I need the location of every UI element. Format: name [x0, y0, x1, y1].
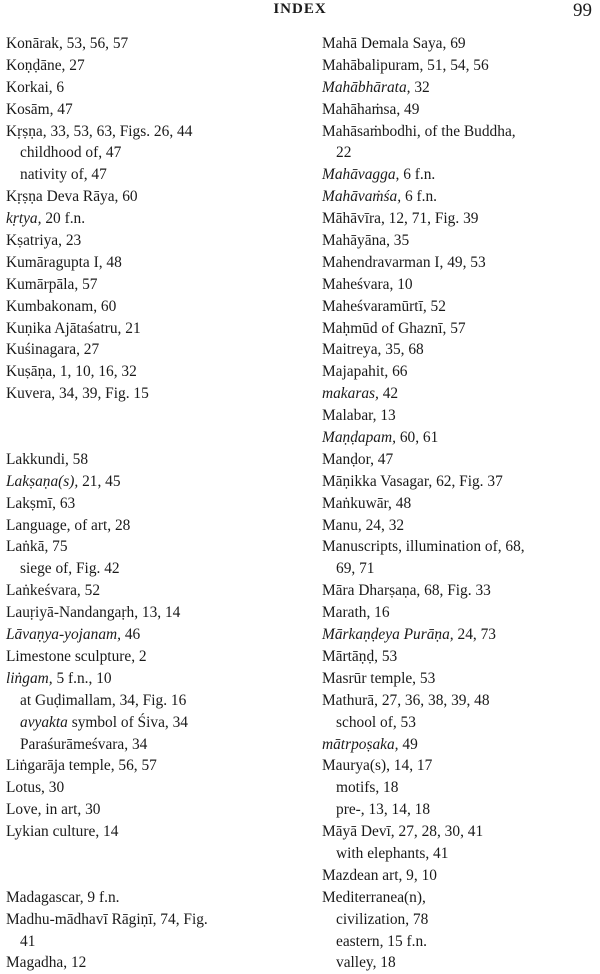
- index-entry-term: civilization, 78: [336, 910, 429, 928]
- index-subentry: [322, 558, 594, 580]
- index-entry: [6, 318, 298, 340]
- index-entry: [6, 624, 298, 646]
- index-entry-term: Madhu-mādhavī Rāgiṇī, 74, Fig.: [6, 910, 208, 928]
- index-entry: [6, 646, 298, 668]
- index-subentry: [322, 142, 594, 164]
- index-entry-term: Mahābalipuram, 51, 54, 56: [322, 56, 489, 74]
- index-subentry: [322, 712, 594, 734]
- index-entry-term: 69, 71: [336, 560, 375, 578]
- index-entry-term: makaras,: [322, 385, 379, 403]
- index-entry: [322, 405, 594, 427]
- index-subentry: [322, 843, 594, 865]
- index-entry: [6, 799, 298, 821]
- index-entry-term: Maḥmūd of Ghaznī, 57: [322, 319, 466, 337]
- index-entry: [6, 449, 298, 471]
- index-entry-term: Kuṇika Ajātaśatru, 21: [6, 319, 141, 337]
- index-entry-refs: symbol of Śiva, 34: [67, 713, 188, 731]
- index-subentry: [322, 909, 594, 931]
- index-entry: [322, 230, 594, 252]
- index-entry-term: Mahendravarman I, 49, 53: [322, 253, 486, 271]
- index-entry-term: Mārtāṇḍ, 53: [322, 647, 398, 665]
- index-entry-term: Lotus, 30: [6, 779, 65, 797]
- index-entry: [6, 339, 298, 361]
- index-entry-term: Lakṣaṇa(s),: [6, 472, 79, 490]
- index-entry-term: Maheśvaramūrtī, 52: [322, 297, 446, 315]
- index-entry-term: Maurya(s), 14, 17: [322, 757, 433, 775]
- index-entry-term: Konārak, 53, 56, 57: [6, 35, 129, 52]
- index-subentry: [6, 142, 298, 164]
- index-entry: [6, 274, 298, 296]
- index-subentry: [322, 799, 594, 821]
- index-entry-term: Limestone sculpture, 2: [6, 647, 147, 665]
- index-entry: [322, 164, 594, 186]
- index-entry: [6, 536, 298, 558]
- index-entry-refs: 42: [378, 385, 399, 403]
- index-entry-term: Manu, 24, 32: [322, 516, 405, 534]
- index-subentry: [6, 690, 298, 712]
- index-entry-term: Mathurā, 27, 36, 38, 39, 48: [322, 691, 490, 709]
- index-entry-term: Madagascar, 9 f.n.: [6, 888, 120, 906]
- index-entry-term: Mahāyāna, 35: [322, 232, 410, 250]
- index-entry: [322, 318, 594, 340]
- index-subentry: [322, 777, 594, 799]
- index-entry-term: Kumāragupta I, 48: [6, 253, 122, 271]
- index-entry-refs: 46: [120, 626, 141, 644]
- index-entry-term: Māhāvīra, 12, 71, Fig. 39: [322, 210, 479, 228]
- index-entry: [6, 755, 298, 777]
- index-entry: [6, 230, 298, 252]
- index-entry-term: Manuscripts, illumination of, 68,: [322, 538, 525, 556]
- index-entry-term: Laṅkeśvara, 52: [6, 582, 101, 600]
- index-entry-term: Language, of art, 28: [6, 516, 131, 534]
- index-entry: [6, 252, 298, 274]
- index-entry-term: mātrpoṣaka,: [322, 735, 399, 753]
- index-entry: [322, 339, 594, 361]
- index-entry-term: Mārkaṇḍeya Purāṇa,: [322, 626, 454, 644]
- index-entry-term: Kosām, 47: [6, 100, 73, 118]
- index-entry: [6, 952, 298, 974]
- index-entry: [6, 602, 298, 624]
- index-section-gap: [6, 427, 298, 449]
- index-entry-term: 41: [20, 932, 36, 950]
- index-entry: [322, 427, 594, 449]
- index-entry: [6, 580, 298, 602]
- index-entry-term: Kuṣāṇa, 1, 10, 16, 32: [6, 363, 137, 381]
- index-entry-term: Lykian culture, 14: [6, 823, 119, 841]
- index-entry: [322, 296, 594, 318]
- index-entry: [322, 821, 594, 843]
- index-entry: [322, 449, 594, 471]
- page-title: INDEX: [273, 1, 327, 17]
- index-entry-term: Māra Dharṣaṇa, 68, Fig. 33: [322, 582, 491, 600]
- index-entry-term: Mahāsaṁbodhi, of the Buddha,: [322, 122, 516, 140]
- index-entry-term: Masrūr temple, 53: [322, 669, 436, 687]
- index-entry: [322, 361, 594, 383]
- index-entry: [6, 99, 298, 121]
- index-entry-term: valley, 18: [336, 954, 396, 972]
- index-entry-term: Liṅgarāja temple, 56, 57: [6, 757, 157, 775]
- index-entry-term: childhood of, 47: [20, 144, 122, 162]
- index-entry: [6, 471, 298, 493]
- index-entry: [6, 777, 298, 799]
- index-section-gap: [6, 405, 298, 427]
- index-entry: [6, 208, 298, 230]
- index-entry: [322, 515, 594, 537]
- index-entry: [6, 493, 298, 515]
- index-entry-term: Malabar, 13: [322, 407, 396, 425]
- index-entry: [322, 493, 594, 515]
- index-entry: [322, 471, 594, 493]
- index-entry-term: Kuśinagara, 27: [6, 341, 100, 359]
- index-entry-refs: 24, 73: [453, 626, 496, 644]
- index-entry-term: Kuvera, 34, 39, Fig. 15: [6, 385, 149, 403]
- index-entry: [6, 383, 298, 405]
- index-entry: [322, 887, 594, 909]
- index-entry-refs: 21, 45: [78, 472, 121, 490]
- index-entry-term: Kṛṣṇa, 33, 53, 63, Figs. 26, 44: [6, 122, 193, 140]
- index-entry-term: with elephants, 41: [336, 844, 449, 862]
- index-entry-term: avyakta: [20, 713, 68, 731]
- index-entry-refs: 32: [410, 78, 430, 96]
- index-entry-term: Paraśurāmeśvara, 34: [20, 735, 148, 753]
- index-entry: [322, 208, 594, 230]
- index-entry: [6, 668, 298, 690]
- index-entry-refs: 49: [398, 735, 418, 753]
- index-entry-refs: 20 f.n.: [41, 210, 86, 228]
- index-subentry: [6, 558, 298, 580]
- index-entry-refs: 60, 61: [395, 429, 439, 447]
- index-entry-term: Laṅkā, 75: [6, 538, 68, 556]
- index-entry-term: Mahāvagga,: [322, 166, 400, 184]
- index-entry-term: Lauṛiyā-Nandangaṛh, 13, 14: [6, 604, 181, 622]
- index-entry-term: Mediterranea(n),: [322, 888, 426, 906]
- index-entry-term: liṅgam,: [6, 669, 53, 687]
- index-entry-term: at Guḍimallam, 34, Fig. 16: [20, 691, 187, 709]
- index-entry-term: Majapahit, 66: [322, 363, 408, 381]
- page-number: 99: [573, 0, 592, 21]
- index-entry-term: Lakṣmī, 63: [6, 494, 76, 512]
- index-subentry: [322, 931, 594, 953]
- index-entry-term: Kṣatriya, 23: [6, 232, 82, 250]
- index-entry: [6, 186, 298, 208]
- index-entry-refs: 6 f.n.: [401, 188, 438, 206]
- index-entry: [322, 690, 594, 712]
- index-subentry: [322, 952, 594, 974]
- index-entry: [322, 602, 594, 624]
- index-entry-term: school of, 53: [336, 713, 416, 731]
- index-entry-term: Love, in art, 30: [6, 801, 101, 819]
- index-entry: [6, 77, 298, 99]
- index-entry: [6, 515, 298, 537]
- index-entry-term: Koṇḍāne, 27: [6, 56, 85, 74]
- index-entry-term: nativity of, 47: [20, 166, 107, 184]
- index-entry-term: pre-, 13, 14, 18: [336, 801, 431, 819]
- index-entry-term: Magadha, 12: [6, 954, 87, 972]
- index-entry: [6, 887, 298, 909]
- index-entry-term: Maṅkuwār, 48: [322, 494, 412, 512]
- index-section-gap: [6, 865, 298, 887]
- index-entry: [6, 296, 298, 318]
- index-entry-refs: 6 f.n.: [399, 166, 436, 184]
- index-subentry: [6, 931, 298, 953]
- index-entry-term: Maṇḍapam,: [322, 429, 396, 447]
- index-entry-term: Mahābhārata,: [322, 78, 411, 96]
- index-entry-term: Maheśvara, 10: [322, 275, 413, 293]
- index-entry-term: Lakkundi, 58: [6, 450, 89, 468]
- index-entry: [6, 909, 298, 931]
- index-entry: [322, 186, 594, 208]
- index-entry: [322, 33, 594, 55]
- index-entry: [322, 274, 594, 296]
- index-entry-term: Mahā Demala Saya, 69: [322, 35, 466, 52]
- index-entry-term: Maitreya, 35, 68: [322, 341, 424, 359]
- index-entry: [322, 755, 594, 777]
- index-column-left: [6, 33, 298, 974]
- index-entry: [322, 536, 594, 558]
- index-entry: [322, 55, 594, 77]
- index-entry-term: eastern, 15 f.n.: [336, 932, 428, 950]
- index-entry-term: Korkai, 6: [6, 78, 65, 96]
- index-entry: [322, 252, 594, 274]
- index-entry: [6, 55, 298, 77]
- index-entry: [322, 646, 594, 668]
- index-entry-refs: 5 f.n., 10: [52, 669, 112, 687]
- index-entry-term: Māṇikka Vasagar, 62, Fig. 37: [322, 472, 503, 490]
- index-entry-term: Kṛṣṇa Deva Rāya, 60: [6, 188, 138, 206]
- page-header: [0, 0, 600, 26]
- index-entry-term: Mahāhaṁsa, 49: [322, 100, 420, 118]
- index-entry-term: motifs, 18: [336, 779, 399, 797]
- index-entry-term: siege of, Fig. 42: [20, 560, 120, 578]
- index-entry: [322, 734, 594, 756]
- index-entry: [322, 77, 594, 99]
- index-entry: [6, 821, 298, 843]
- index-entry: [322, 668, 594, 690]
- index-entry-term: Kumbakonam, 60: [6, 297, 117, 315]
- index-entry-term: Kumārpāla, 57: [6, 275, 98, 293]
- index-column-right: [322, 33, 594, 974]
- index-entry-term: 22: [336, 144, 352, 162]
- index-entry: [6, 33, 298, 55]
- index-entry: [322, 580, 594, 602]
- index-entry: [322, 624, 594, 646]
- index-entry: [322, 383, 594, 405]
- index-entry: [322, 121, 594, 143]
- index-section-gap: [6, 843, 298, 865]
- index-entry-term: Marath, 16: [322, 604, 390, 622]
- index-subentry: [6, 712, 298, 734]
- index-entry: [322, 865, 594, 887]
- index-entry-term: Mahāvaṁśa,: [322, 188, 402, 206]
- index-entry-term: Manḍor, 47: [322, 450, 394, 468]
- index-entry-term: Mazdean art, 9, 10: [322, 866, 437, 884]
- index-subentry: [6, 164, 298, 186]
- index-entry: [6, 121, 298, 143]
- index-entry: [6, 361, 298, 383]
- index-entry-term: Māyā Devī, 27, 28, 30, 41: [322, 823, 484, 841]
- index-subentry: [6, 734, 298, 756]
- index-entry-term: kṛtya,: [6, 210, 42, 228]
- index-entry: [322, 99, 594, 121]
- index-entry-term: Lāvaṇya-yojanam,: [6, 626, 121, 644]
